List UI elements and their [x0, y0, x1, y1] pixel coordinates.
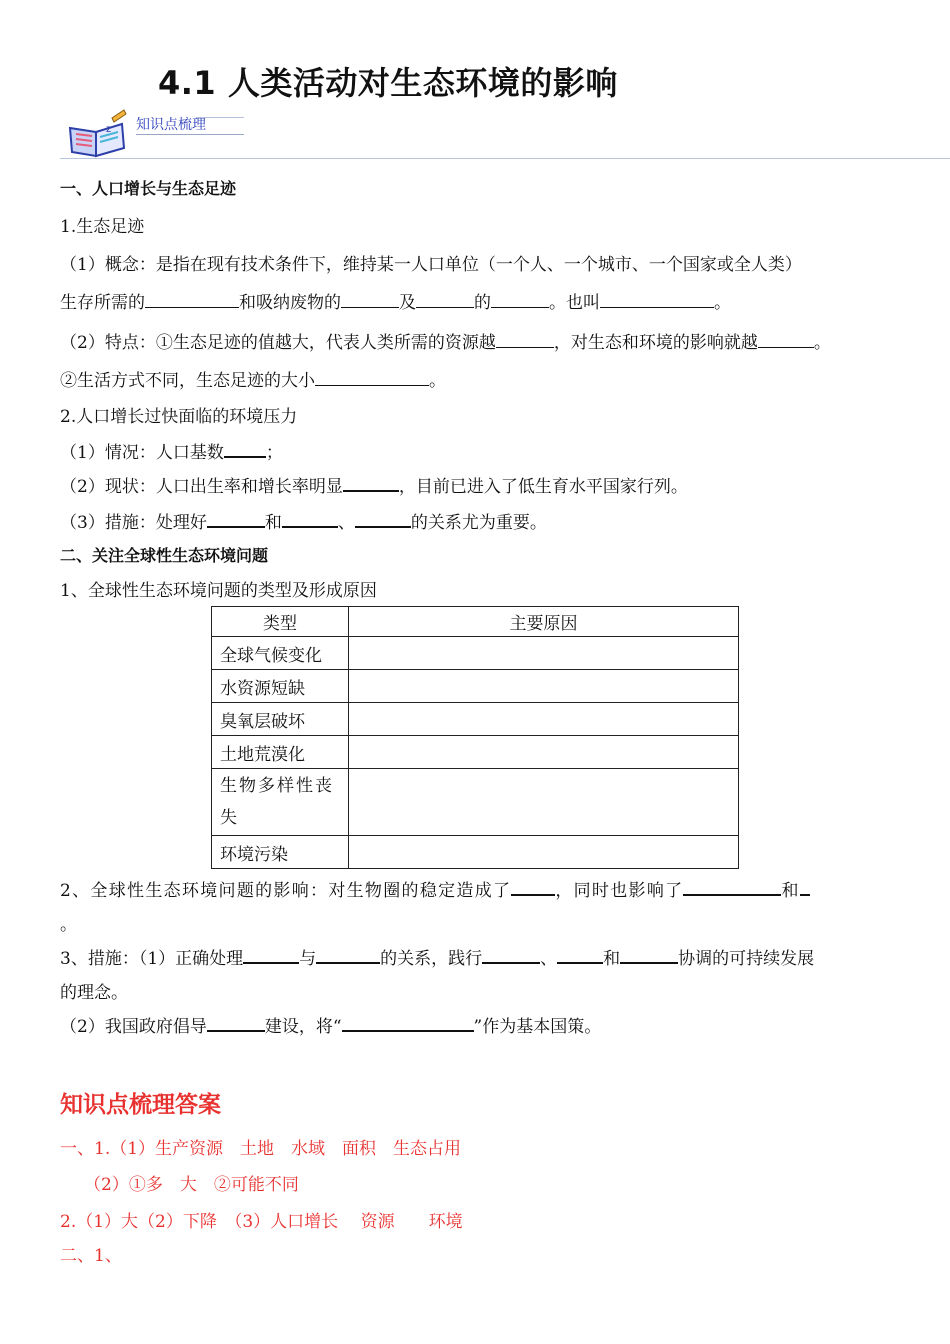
fill-blank[interactable] [416, 291, 474, 308]
text-fragment: 。 [429, 371, 446, 391]
text-fragment: 生存所需的 [60, 293, 145, 313]
subheading-issue-types: 1、全球性生态环境问题的类型及形成原因 [60, 581, 377, 601]
text-fragment: 的 [474, 293, 491, 313]
text-fragment: 3、措施：（1）正确处理 [60, 949, 244, 969]
text-fragment: （2）现状：人口出生率和增长率明显 [60, 477, 343, 497]
text-fragment: 及 [399, 293, 416, 313]
answer-line-1: 一、1.（1）生产资源 土地 水域 面积 生态占用 [60, 1139, 462, 1159]
table-row [212, 637, 739, 670]
table-row [212, 670, 739, 703]
text-fragment: 和吸纳废物的 [239, 293, 341, 313]
cause-cell[interactable] [349, 637, 739, 670]
text-fragment: 。 [813, 333, 831, 353]
text-fragment: ，目前已进入了低生育水平国家行列。 [398, 477, 688, 497]
text-fragment: 与 [299, 949, 317, 969]
fill-blank[interactable] [557, 946, 603, 964]
text-fragment: 、 [337, 513, 355, 533]
table-header-row [212, 607, 739, 637]
text-fragment: ，同时也影响了 [555, 881, 684, 901]
column-header-cause: 主要原因 [349, 607, 739, 637]
subheading-population-pressure: 2.人口增长过快面临的环境压力 [60, 407, 298, 427]
fill-blank[interactable] [224, 440, 266, 458]
tag-underline [136, 134, 244, 135]
type-cell: 全球气候变化 [212, 637, 349, 670]
measures-line-c [60, 1012, 601, 1037]
subheading-ecological-footprint: 1.生态足迹 [60, 217, 145, 237]
text-fragment: （2）特点：①生态足迹的值越大，代表人类所需的资源越 [60, 333, 496, 353]
fill-blank[interactable] [342, 1014, 474, 1032]
text-fragment: ，对生态和环境的影响就越 [553, 333, 758, 353]
table-row [212, 736, 739, 769]
section-heading-1: 一、人口增长与生态足迹 [60, 179, 237, 198]
feature-line-a [60, 328, 831, 353]
tag-overline [196, 117, 244, 118]
table-row [212, 836, 739, 869]
text-fragment: （2）我国政府倡导 [60, 1017, 207, 1037]
text-fragment: 和 [781, 881, 800, 901]
feature-line-b [60, 366, 446, 391]
text-fragment: ”作为基本国策。 [473, 1017, 602, 1037]
text-fragment: 。 [714, 293, 731, 313]
answer-section-title: 知识点梳理答案 [60, 1092, 221, 1118]
type-cell: 臭氧层破坏 [212, 703, 349, 736]
column-header-type: 类型 [212, 607, 349, 637]
fill-blank[interactable] [491, 291, 549, 308]
book-icon [66, 108, 128, 160]
fill-blank[interactable] [145, 291, 239, 308]
cause-cell[interactable] [349, 736, 739, 769]
cause-cell[interactable] [349, 703, 739, 736]
table-row [212, 769, 739, 836]
text-fragment: 、 [540, 949, 558, 969]
text-fragment: ②生活方式不同，生态足迹的大小 [60, 371, 315, 391]
issue-cause-table [211, 606, 739, 869]
cause-cell[interactable] [349, 769, 739, 836]
answer-line-3: 2.（1）大（2）下降 （3）人口增长 资源 环境 [60, 1212, 463, 1232]
measures-line-a [60, 944, 814, 969]
fill-blank[interactable] [800, 878, 810, 896]
concept-line-a: （1）概念：是指在现有技术条件下，维持某一人口单位（一个人、一个城市、一个国家或全人类） [60, 255, 802, 275]
fill-blank[interactable] [207, 1014, 265, 1032]
fill-blank[interactable] [511, 878, 555, 896]
fill-blank[interactable] [482, 946, 540, 964]
text-fragment: 协调的可持续发展 [678, 949, 815, 969]
svg-text:z: z [106, 124, 112, 135]
fill-blank[interactable] [341, 291, 399, 308]
section-heading-2: 二、关注全球性生态环境问题 [60, 546, 269, 565]
answer-line-4: 二、1、 [60, 1246, 122, 1266]
impact-line [60, 876, 810, 901]
text-fragment: 和 [603, 949, 621, 969]
fill-blank[interactable] [496, 331, 554, 348]
fill-blank[interactable] [316, 946, 380, 964]
type-cell: 生物多样性丧失 [212, 769, 349, 836]
answer-line-2: （2）①多 大 ②可能不同 [84, 1175, 299, 1195]
cause-cell[interactable] [349, 670, 739, 703]
fill-blank[interactable] [343, 474, 399, 492]
header-divider [60, 158, 950, 159]
fill-blank[interactable] [758, 331, 814, 348]
fill-blank[interactable] [315, 369, 429, 386]
text-fragment: （3）措施：处理好 [60, 513, 207, 533]
status-line [60, 438, 283, 463]
text-fragment: 。也叫 [549, 293, 600, 313]
measures-line-b: 的理念。 [60, 983, 128, 1003]
table-row [212, 703, 739, 736]
type-cell: 土地荒漠化 [212, 736, 349, 769]
text-fragment: 建设，将“ [264, 1017, 342, 1037]
fill-blank[interactable] [600, 291, 714, 308]
current-situation-line [60, 472, 688, 497]
text-fragment: 的关系，践行 [380, 949, 483, 969]
type-cell: 水资源短缺 [212, 670, 349, 703]
measure-line [60, 508, 547, 533]
concept-line-b [60, 288, 731, 313]
cause-cell[interactable] [349, 836, 739, 869]
fill-blank[interactable] [243, 946, 299, 964]
section-tag: 知识点梳理 [136, 117, 206, 133]
impact-line-end: 。 [60, 915, 77, 935]
fill-blank[interactable] [355, 510, 411, 528]
fill-blank[interactable] [207, 510, 265, 528]
text-fragment: ； [265, 443, 283, 463]
text-fragment: （1）情况：人口基数 [60, 443, 224, 463]
fill-blank[interactable] [282, 510, 338, 528]
text-fragment: 的关系尤为重要。 [410, 513, 547, 533]
fill-blank[interactable] [620, 946, 678, 964]
page-title: 4.1 人类活动对生态环境的影响 [158, 64, 618, 102]
text-fragment: 2、全球性生态环境问题的影响：对生物圈的稳定造成了 [60, 881, 512, 901]
text-fragment: 和 [264, 513, 282, 533]
type-cell: 环境污染 [212, 836, 349, 869]
fill-blank[interactable] [683, 878, 781, 896]
